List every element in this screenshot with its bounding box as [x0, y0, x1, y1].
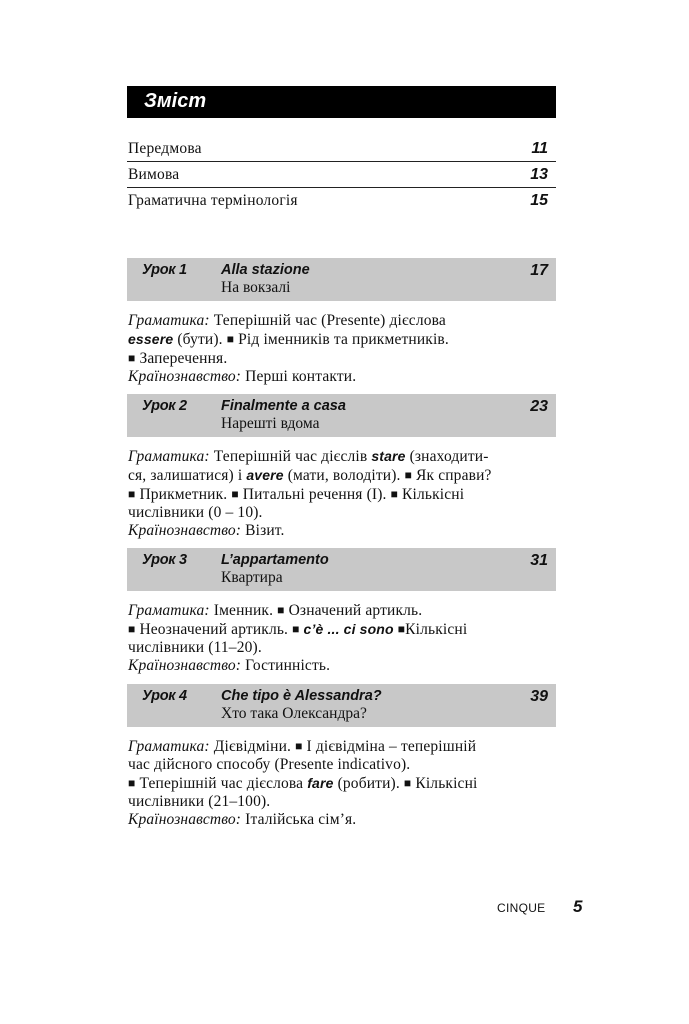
lesson-title-italian: L’appartamento: [221, 552, 329, 568]
culture-label: Країнознавство:: [128, 522, 242, 539]
lesson-2-description: Граматика: Теперішній час дієслів stare (знаходити- ся, залишатися) і avere (мати, володіти). ■ Як справи? ■ Прикметник. ■ Питальні речення (I). ■ Кількісні числівники (0 – 10). Країнознавство: Візит.: [128, 448, 492, 539]
bullet-square-icon: ■: [128, 351, 136, 365]
lesson-number: Урок 3: [142, 552, 187, 568]
bullet-square-icon: ■: [390, 487, 399, 501]
page-number: 5: [573, 897, 583, 916]
bullet-square-icon: ■: [226, 332, 235, 346]
toc-row-terminology[interactable]: [127, 191, 556, 213]
lesson-1-heading[interactable]: [127, 258, 556, 301]
bullet-square-icon: ■: [292, 622, 300, 636]
grammar-label: Граматика:: [128, 312, 210, 329]
toc-label: Граматична термінологія: [128, 192, 298, 209]
lesson-number: Урок 2: [142, 398, 187, 414]
lesson-title-ukrainian: Нарешті вдома: [221, 415, 320, 432]
toc-label: Передмова: [128, 140, 202, 157]
page-footer-word: CINQUE: [497, 901, 546, 915]
lesson-1-description: Граматика: Теперішній час (Presente) дієслова essere (бути). ■ Рід іменників та прикметників. ■ Заперечення. Країнознавство: Перші контакти.: [128, 312, 449, 385]
lesson-3-heading[interactable]: [127, 548, 556, 591]
culture-label: Країнознавство:: [128, 811, 242, 828]
lesson-title-italian: Alla stazione: [221, 262, 310, 278]
lesson-page: 17: [530, 262, 548, 279]
toc-label: Вимова: [128, 166, 180, 183]
lesson-title-italian: Finalmente a casa: [221, 398, 346, 414]
lesson-page: 39: [530, 688, 548, 705]
lesson-page: 31: [530, 552, 548, 569]
lesson-title-ukrainian: На вокзалі: [221, 279, 291, 296]
lesson-2-heading[interactable]: [127, 394, 556, 437]
toc-page: 13: [530, 166, 548, 183]
lesson-3-description: Граматика: Іменник. ■ Означений артикль. ■ Неозначений артикль. ■ c’è ... ci sono ■Кількісні числівники (11–20). Країнознавство: Гостинність.: [128, 602, 468, 674]
lesson-4-heading[interactable]: [127, 684, 556, 727]
bullet-square-icon: ■: [404, 468, 412, 482]
bullet-square-icon: ■: [397, 622, 406, 636]
contents-header-bar: [127, 86, 556, 118]
lesson-number: Урок 1: [142, 262, 187, 278]
toc-row-preface[interactable]: [127, 139, 556, 162]
bullet-square-icon: ■: [277, 603, 285, 617]
bullet-square-icon: ■: [295, 739, 303, 753]
toc-row-pronunciation[interactable]: [127, 165, 556, 188]
lesson-title-ukrainian: Хто така Олександра?: [221, 705, 367, 722]
lesson-title-ukrainian: Квартира: [221, 569, 283, 586]
toc-page: 15: [530, 192, 548, 209]
bullet-square-icon: ■: [403, 776, 412, 790]
culture-label: Країнознавство:: [128, 657, 242, 674]
lesson-page: 23: [530, 398, 548, 415]
toc-page: 11: [531, 140, 548, 157]
grammar-label: Граматика:: [128, 602, 210, 619]
grammar-label: Граматика:: [128, 448, 210, 465]
grammar-label: Граматика:: [128, 738, 210, 755]
contents-title: Зміст: [144, 90, 207, 112]
lesson-number: Урок 4: [142, 688, 187, 704]
bullet-square-icon: ■: [128, 776, 136, 790]
bullet-square-icon: ■: [231, 487, 239, 501]
lesson-title-italian: Che tipo è Alessandra?: [221, 688, 382, 704]
bullet-square-icon: ■: [128, 487, 136, 501]
bullet-square-icon: ■: [128, 622, 136, 636]
culture-label: Країнознавство:: [128, 368, 242, 385]
lesson-4-description: Граматика: Дієвідміни. ■ I дієвідміна – теперішній час дійсного способу (Presente indicativo). ■ Теперішній час дієслова fare (робити). ■ Кількісні числівники (21–100). Країнознавство: Італійська сім’я.: [128, 738, 478, 828]
